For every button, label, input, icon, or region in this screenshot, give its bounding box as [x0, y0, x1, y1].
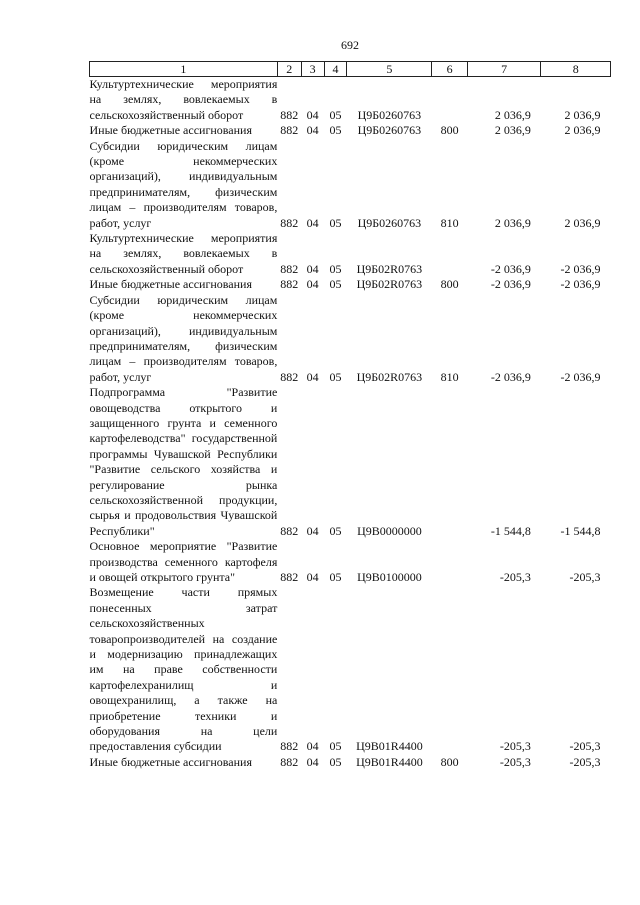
- row-name: Возмещение части прямых понесенных затрат сельскохозяйственных товаропроизводителей на создание и модернизацию принадлежащих им на праве собственности картофелехранилищ и овощехранилищ, а также на приобретение техники и оборудования на цели предоставления субсидии: [89, 585, 278, 754]
- row-name: Культуртехнические мероприятия на землях, вовлекаемых в сельскохозяйственный оборот: [89, 77, 278, 122]
- row-amount-7: -205,3: [499, 754, 531, 769]
- row-amount-7: 2 036,9: [494, 215, 531, 230]
- table-row: [90, 755, 611, 770]
- row-code-6: 810: [440, 215, 459, 230]
- row-code-5: Ц9Б02R0763: [356, 261, 423, 276]
- row-amount-7: -2 036,9: [490, 277, 531, 292]
- table-row: [90, 123, 611, 138]
- row-code-5: Ц9Б02R0763: [356, 369, 423, 384]
- row-code-3: 04: [306, 523, 319, 538]
- row-amount-8: 2 036,9: [564, 107, 601, 122]
- row-code-3: 04: [306, 261, 319, 276]
- row-amount-8: -205,3: [569, 754, 601, 769]
- table-header-row: [90, 62, 611, 77]
- row-code-6: [432, 77, 467, 124]
- table-row: [90, 139, 611, 231]
- row-amount-7: -1 544,8: [490, 523, 531, 538]
- row-code-5: Ц9Б0260763: [357, 123, 422, 138]
- row-code-2: 882: [280, 277, 299, 292]
- row-code-6: 800: [440, 277, 459, 292]
- row-code-6: [432, 585, 467, 754]
- row-code-5: Ц9В01R4400: [356, 754, 423, 769]
- row-name: Субсидии юридическим лицам (кроме некоммерческих организаций), индивидуальным предпринимателям, физическим лицам – производителям товаров, работ, услуг: [89, 138, 278, 230]
- row-code-3: 04: [306, 215, 319, 230]
- row-code-5: Ц9В01R4400: [356, 739, 423, 754]
- row-code-5: Ц9Б0260763: [357, 215, 422, 230]
- row-amount-7: 2 036,9: [494, 123, 531, 138]
- row-code-2: 882: [280, 739, 299, 754]
- row-amount-7: -205,3: [499, 570, 531, 584]
- row-name: Культуртехнические мероприятия на землях, вовлекаемых в сельскохозяйственный оборот: [89, 231, 278, 276]
- row-code-5: Ц9Б02R0763: [356, 277, 423, 292]
- row-code-3: 04: [306, 570, 319, 584]
- row-code-2: 882: [280, 523, 299, 538]
- table-row: [90, 293, 611, 385]
- row-code-2: 882: [280, 107, 299, 122]
- row-amount-8: -1 544,8: [560, 523, 601, 538]
- row-code-4: 05: [329, 523, 342, 538]
- row-code-4: 05: [329, 215, 342, 230]
- row-code-4: 05: [329, 739, 342, 754]
- row-code-3: 04: [306, 123, 319, 138]
- row-amount-8: -205,3: [569, 570, 601, 584]
- row-code-2: 882: [280, 754, 299, 769]
- row-code-6: 800: [440, 123, 459, 138]
- row-code-2: 882: [280, 570, 299, 584]
- header-cell: 4: [324, 62, 347, 77]
- budget-table: [89, 61, 611, 770]
- table-row: [90, 585, 611, 754]
- row-amount-7: -205,3: [499, 739, 531, 754]
- header-cell: 3: [301, 62, 324, 77]
- row-code-6: 800: [440, 754, 459, 769]
- row-code-2: 882: [280, 123, 299, 138]
- row-code-3: 04: [306, 277, 319, 292]
- page-number: 692: [341, 38, 359, 52]
- row-code-6: 810: [440, 369, 459, 384]
- header-cell: 1: [90, 62, 278, 77]
- header-cell: 6: [432, 62, 467, 77]
- row-code-4: 05: [329, 369, 342, 384]
- row-name: Иные бюджетные ассигнования: [89, 754, 252, 769]
- row-code-4: 05: [329, 123, 342, 138]
- row-amount-8: -2 036,9: [560, 277, 601, 292]
- table-row: [90, 231, 611, 277]
- row-code-4: 05: [329, 277, 342, 292]
- row-code-5: Ц9В0100000: [357, 570, 422, 584]
- row-amount-8: -2 036,9: [560, 261, 601, 276]
- table-row: [90, 277, 611, 292]
- row-code-6: [432, 231, 467, 277]
- row-code-4: 05: [329, 261, 342, 276]
- row-code-6: [432, 539, 467, 585]
- header-cell: 2: [277, 62, 301, 77]
- row-code-4: 05: [329, 570, 342, 584]
- table-row: [90, 539, 611, 585]
- row-name: Подпрограмма "Развитие овощеводства открытого и защищенного грунта и семенного картофелеводства" государственной программы Чувашской Республики "Развитие сельского хозяйства и регулирование рынка сельскохозяйственной продукции, сырья и продовольствия Чувашской Республики": [89, 385, 278, 538]
- row-code-3: 04: [306, 369, 319, 384]
- row-code-5: Ц9В0000000: [357, 523, 422, 538]
- header-cell: 8: [541, 62, 611, 77]
- row-code-2: 882: [280, 261, 299, 276]
- row-name: Иные бюджетные ассигнования: [89, 123, 252, 138]
- row-code-5: Ц9Б0260763: [357, 107, 422, 122]
- row-code-2: 882: [280, 369, 299, 384]
- row-amount-8: -205,3: [569, 739, 601, 754]
- row-amount-7: -2 036,9: [490, 261, 531, 276]
- row-code-4: 05: [329, 107, 342, 122]
- row-code-2: 882: [280, 215, 299, 230]
- header-cell: 5: [347, 62, 432, 77]
- row-code-4: 05: [329, 754, 342, 769]
- row-code-3: 04: [306, 107, 319, 122]
- row-code-3: 04: [306, 754, 319, 769]
- row-amount-8: -2 036,9: [560, 369, 601, 384]
- row-amount-7: 2 036,9: [494, 107, 531, 122]
- table-row: [90, 77, 611, 124]
- row-amount-8: 2 036,9: [564, 215, 601, 230]
- row-amount-8: 2 036,9: [564, 123, 601, 138]
- header-cell: 7: [467, 62, 541, 77]
- row-name: Иные бюджетные ассигнования: [89, 277, 252, 292]
- row-name: Субсидии юридическим лицам (кроме некоммерческих организаций), индивидуальным предпринимателям, физическим лицам – производителям товаров, работ, услуг: [89, 292, 278, 384]
- row-amount-7: -2 036,9: [490, 369, 531, 384]
- row-name: Основное мероприятие "Развитие производства семенного картофеля и овощей открытого грунта": [89, 539, 278, 584]
- row-code-3: 04: [306, 739, 319, 754]
- row-code-6: [432, 385, 467, 539]
- table-row: [90, 385, 611, 539]
